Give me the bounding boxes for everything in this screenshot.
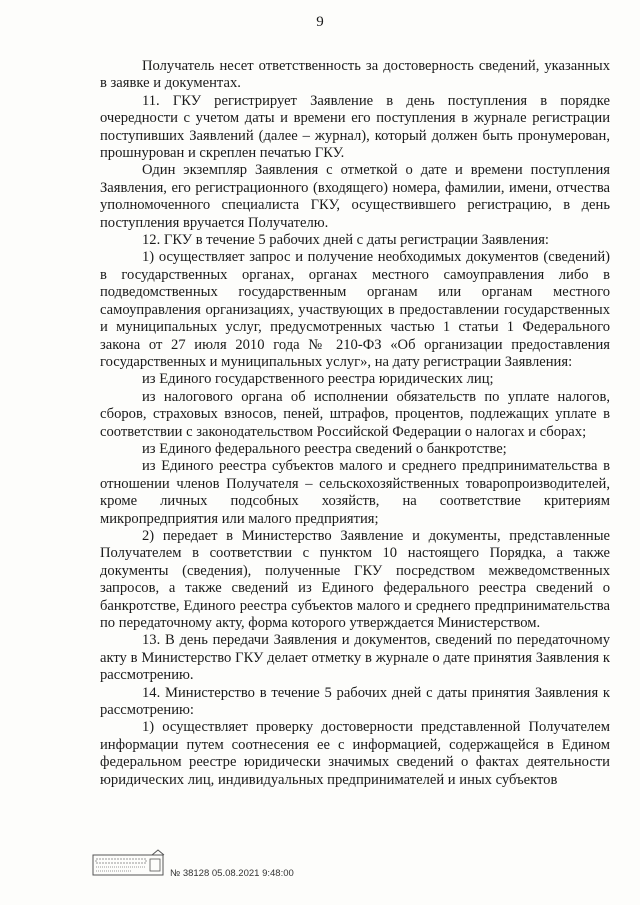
paragraph: из Единого реестра субъектов малого и среднего предпринимательства в отношении членов Получателя – сельскохозяйственных товаропроизводителей, кроме личных подсобных хозяйств, на соответствие критериям микропредприятия или малого предприятия; [100, 458, 610, 527]
paragraph: 14. Министерство в течение 5 рабочих дней с даты принятия Заявления к рассмотрению: [100, 684, 610, 719]
registry-stamp-icon [92, 849, 166, 879]
paragraph: 1) осуществляет запрос и получение необходимых документов (сведений) в государственных органах, органах местного самоуправления либо в подведомственных государственным органам или органам местного самоуправления организациях, участвующих в предоставлении государственных и муниципальных услуг, предусмотренных частью 1 статьи 1 Федерального закона от 27 июля 2010 года № 210-ФЗ «Об организации предоставления государственных и муниципальных услуг», на дату регистрации Заявления: [100, 249, 610, 370]
paragraph: из Единого федерального реестра сведений о банкротстве; [142, 440, 507, 457]
paragraph: 13. В день передачи Заявления и документов, сведений по передаточному акту в Министерство ГКУ делает отметку в журнале о дате принятия Заявления к рассмотрению. [100, 632, 610, 684]
paragraph: Один экземпляр Заявления с отметкой о дате и времени поступления Заявления, его регистрационного (входящего) номера, фамилии, имени, отчества уполномоченного специалиста ГКУ, осуществившего регистрацию, в день поступления вручается Получателю. [100, 162, 610, 231]
paragraph: 2) передает в Министерство Заявление и документы, представленные Получателем в соответствии с пунктом 10 настоящего Порядка, а также документы (сведения), полученные ГКУ посредством межведомственных запросов, а также сведений из Единого федерального реестра сведений о банкротстве, Единого реестра субъектов малого и среднего предпринимательства по передаточному акту, форма которого утверждается Министерством. [100, 527, 610, 631]
paragraph: 1) осуществляет проверку достоверности представленной Получателем информации путем соотнесения ее с информацией, содержащейся в Едином федеральном реестре юридически значимых сведений о фактах деятельности юридических лиц, индивидуальных предпринимателей и иных субъектов [100, 719, 610, 788]
paragraph: из Единого государственного реестра юридических лиц; [142, 371, 494, 388]
page-number: 9 [316, 14, 324, 30]
document-body [100, 58, 610, 789]
document-footer [92, 849, 352, 883]
paragraph: 12. ГКУ в течение 5 рабочих дней с даты регистрации Заявления: [142, 232, 549, 249]
paragraph: из налогового органа об исполнении обязательств по уплате налогов, сборов, страховых взносов, пеней, штрафов, процентов, подлежащих уплате в соответствии с законодательством Российской Федерации о налогах и сборах; [100, 388, 610, 440]
paragraph: 11. ГКУ регистрирует Заявление в день поступления в порядке очередности с учетом даты и времени его поступления в журнале регистрации поступивших Заявлений (далее – журнал), который должен быть пронумерован, прошнурован и скреплен печатью ГКУ. [100, 92, 610, 162]
document-registration-code: № 38128 05.08.2021 9:48:00 [170, 868, 294, 879]
paragraph: Получатель несет ответственность за достоверность сведений, указанных в заявке и документах. [100, 58, 610, 92]
